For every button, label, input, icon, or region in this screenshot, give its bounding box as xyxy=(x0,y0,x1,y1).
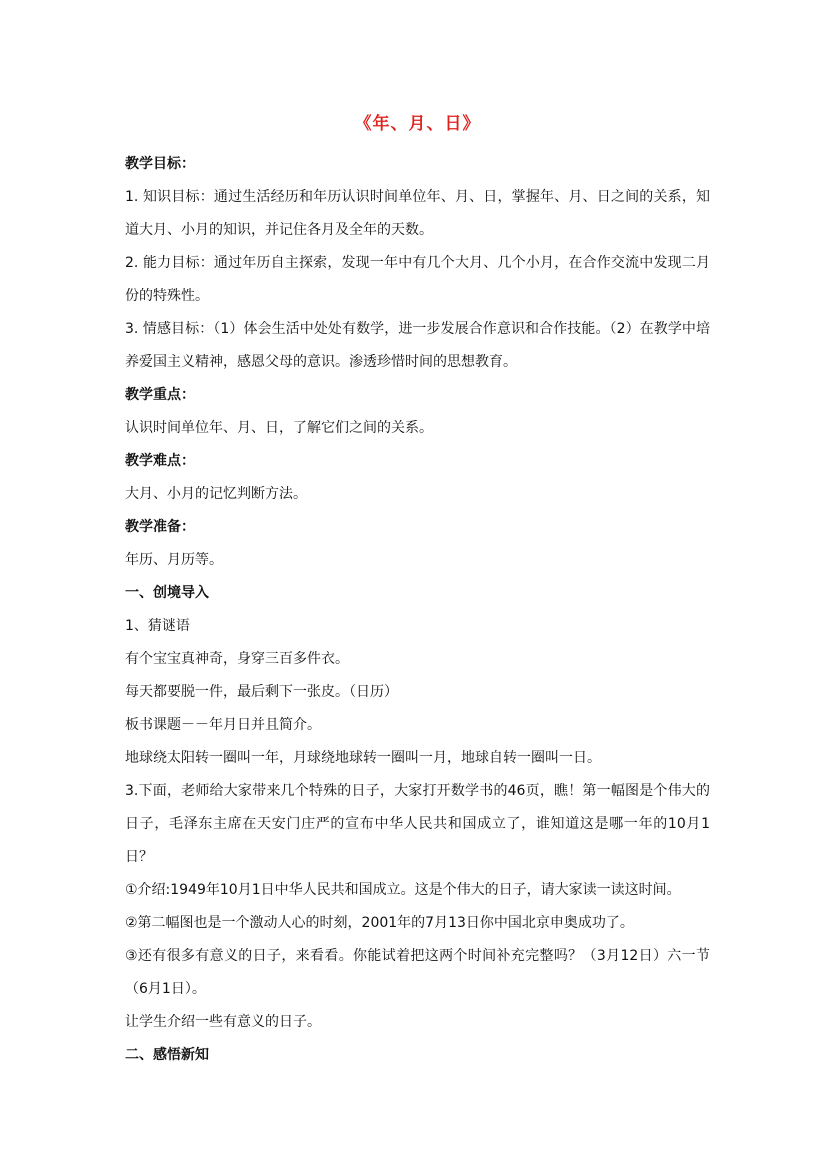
paragraph-item-1: ①介绍:1949年10月1日中华人民共和国成立。这是个伟大的日子，请大家读一读这时间。 xyxy=(125,882,681,898)
paragraph-student-intro: 让学生介绍一些有意义的日子。 xyxy=(125,1014,321,1030)
paragraph-blackboard: 板书课题－－年月日并且简介。 xyxy=(125,717,321,733)
paragraph-emotion-goal: 3. 情感目标：（1）体会生活中处处有数学，进一步发展合作意识和合作技能。（2）在教学中培养爱国主义精神，感恩父母的意识。渗透珍惜时间的思想教育。 xyxy=(125,321,710,370)
document-body xyxy=(125,112,710,1072)
paragraph-difficulties: 大月、小月的记忆判断方法。 xyxy=(125,486,307,502)
paragraph-earth-orbit: 地球绕太阳转一圈叫一年，月球绕地球转一圈叫一月，地球自转一圈叫一日。 xyxy=(125,750,601,766)
paragraph-riddle-line-2: 每天都要脱一件，最后剩下一张皮。（日历） xyxy=(125,684,398,700)
heading-key-points: 教学重点： xyxy=(125,387,195,403)
document-title: 《年、月、日》 xyxy=(354,114,481,134)
paragraph-key-points: 认识时间单位年、月、日，了解它们之间的关系。 xyxy=(125,420,433,436)
heading-section-two: 二、感悟新知 xyxy=(125,1047,209,1063)
heading-difficulties: 教学难点： xyxy=(125,453,195,469)
paragraph-riddle-heading: 1、猜谜语 xyxy=(125,618,190,634)
paragraph-special-days: 3.下面，老师给大家带来几个特殊的日子，大家打开数学书的46页，瞧！第一幅图是个伟大的日子，毛泽东主席在天安门庄严的宣布中华人民共和国成立了，谁知道这是哪一年的10月1日？ xyxy=(125,783,710,865)
paragraph-item-2: ②第二幅图也是一个激动人心的时刻，2001年的7月13日你中国北京申奥成功了。 xyxy=(125,915,634,931)
heading-preparation: 教学准备： xyxy=(125,519,195,535)
paragraph-riddle-line-1: 有个宝宝真神奇，身穿三百多件衣。 xyxy=(125,651,349,667)
heading-section-one: 一、创境导入 xyxy=(125,585,209,601)
paragraph-ability-goal: 2. 能力目标：通过年历自主探索，发现一年中有几个大月、几个小月，在合作交流中发现二月份的特殊性。 xyxy=(125,255,710,304)
paragraph-preparation: 年历、月历等。 xyxy=(125,552,223,568)
heading-teaching-goals: 教学目标： xyxy=(125,156,195,172)
paragraph-knowledge-goal: 1. 知识目标：通过生活经历和年历认识时间单位年、月、日，掌握年、月、日之间的关系，知道大月、小月的知识，并记住各月及全年的天数。 xyxy=(125,189,710,238)
paragraph-item-3: ③还有很多有意义的日子，来看看。你能试着把这两个时间补充完整吗？（3月12日）六一节（6月1日）。 xyxy=(125,948,710,997)
